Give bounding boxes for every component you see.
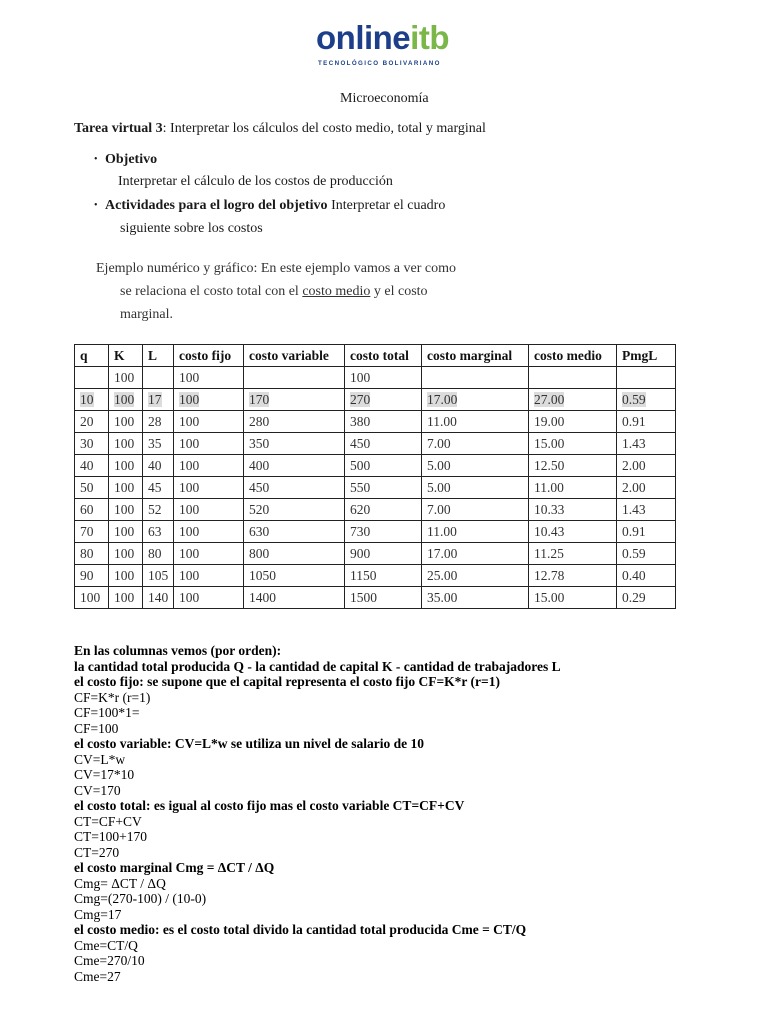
table-cell — [617, 477, 676, 499]
table-cell — [75, 477, 109, 499]
task-heading — [74, 120, 486, 138]
table-cell — [174, 411, 244, 433]
cell-value: 170 — [249, 391, 270, 407]
cell-value: 730 — [350, 523, 371, 539]
explanation-heading: el costo marginal Cmg = ΔCT / ΔQ — [74, 860, 275, 875]
table-cell — [143, 367, 174, 389]
explanation-heading: el costo medio: es el costo total divido la cantidad total producida Cme = CT/Q — [74, 922, 527, 937]
formula-line: CV=L*w — [74, 751, 126, 767]
table-cell — [75, 433, 109, 455]
table-cell — [422, 411, 529, 433]
formula-line: CT=100+170 — [74, 829, 147, 844]
table-cell — [345, 477, 422, 499]
explanation-block — [74, 643, 754, 984]
table-cell — [617, 587, 676, 609]
table-cell — [345, 433, 422, 455]
table-cell — [143, 521, 174, 543]
table-cell — [75, 565, 109, 587]
table-row — [75, 565, 676, 587]
cell-value: 50 — [80, 479, 94, 495]
formula-line: CV=17*10 — [74, 767, 135, 782]
cell-value: 100 — [179, 479, 200, 495]
activities-line — [105, 197, 445, 215]
cell-value: 0.59 — [622, 391, 646, 407]
cell-value: 450 — [249, 479, 270, 495]
table-cell — [174, 587, 244, 609]
table-cell — [529, 477, 617, 499]
table-cell — [75, 389, 109, 411]
table-cell — [244, 587, 345, 609]
cell-value: 100 — [114, 369, 135, 385]
cell-value: 1150 — [350, 567, 377, 583]
table-cell — [174, 521, 244, 543]
table-cell — [244, 455, 345, 477]
table-cell — [244, 411, 345, 433]
table-cell — [109, 389, 143, 411]
costo-medio-link[interactable]: costo medio — [302, 284, 371, 299]
cell-value: 28 — [148, 413, 162, 429]
table-cell — [109, 543, 143, 565]
cell-value: 100 — [179, 567, 200, 583]
table-cell — [143, 499, 174, 521]
table-cell — [422, 433, 529, 455]
table-cell — [422, 521, 529, 543]
table-cell — [617, 433, 676, 455]
cell-value: 40 — [148, 457, 162, 473]
example-line-2 — [120, 283, 428, 301]
formula-line: Cmg=17 — [74, 906, 122, 922]
header-costo-fijo: costo fijo — [174, 345, 244, 367]
cell-value: 520 — [249, 501, 270, 517]
cell-value: 270 — [350, 391, 371, 407]
cell-value: 630 — [249, 523, 270, 539]
cell-value: 500 — [350, 457, 371, 473]
cell-value: 380 — [350, 413, 371, 429]
header-q: q — [75, 345, 109, 367]
formula-line: CF=K*r (r=1) — [74, 689, 151, 705]
explanation-heading: la cantidad total producida Q - la cantidad de capital K - cantidad de trabajadores L — [74, 658, 561, 674]
explanation-heading: En las columnas vemos (por orden): — [74, 643, 282, 658]
table-row — [75, 433, 676, 455]
table-cell — [617, 543, 676, 565]
table-cell — [422, 367, 529, 389]
example-text: y el costo — [370, 284, 428, 299]
table-cell — [529, 521, 617, 543]
cell-value: 400 — [249, 457, 270, 473]
table-cell — [422, 455, 529, 477]
table-cell — [244, 543, 345, 565]
cell-value: 1400 — [249, 589, 276, 605]
cell-value: 11.00 — [534, 479, 564, 495]
cell-value: 63 — [148, 523, 162, 539]
cell-value: 140 — [148, 589, 169, 605]
cell-value: 10.43 — [534, 523, 565, 539]
formula-line: CT=CF+CV — [74, 813, 142, 829]
example-line-1: Ejemplo numérico y gráfico: En este ejemplo vamos a ver como — [96, 261, 456, 276]
cell-value: 100 — [114, 567, 135, 583]
table-cell — [174, 477, 244, 499]
table-cell — [529, 499, 617, 521]
cell-value: 90 — [80, 567, 94, 583]
cell-value: 1.43 — [622, 501, 646, 517]
cell-value: 1500 — [350, 589, 377, 605]
cell-value: 100 — [114, 435, 135, 451]
table-cell — [345, 455, 422, 477]
cell-value: 100 — [80, 589, 101, 605]
cell-value: 45 — [148, 479, 162, 495]
cell-value: 620 — [350, 501, 371, 517]
table-cell — [174, 499, 244, 521]
cell-value: 100 — [114, 391, 135, 407]
table-cell — [244, 565, 345, 587]
table-cell — [345, 389, 422, 411]
cell-value: 30 — [80, 435, 94, 451]
table-cell — [422, 587, 529, 609]
cell-value: 100 — [114, 413, 135, 429]
cell-value: 11.00 — [427, 523, 457, 539]
table-cell — [244, 433, 345, 455]
cell-value: 100 — [114, 501, 135, 517]
table-cell — [75, 543, 109, 565]
cell-value: 7.00 — [427, 501, 451, 517]
logo-word-online: online — [316, 19, 411, 56]
cell-value: 100 — [179, 501, 200, 517]
table-cell — [422, 477, 529, 499]
cell-value: 100 — [179, 391, 200, 407]
table-cell — [109, 587, 143, 609]
explanation-heading: el costo fijo: se supone que el capital representa el costo fijo CF=K*r (r=1) — [74, 674, 500, 689]
logo-wordmark — [316, 20, 449, 56]
formula-line: Cme=CT/Q — [74, 937, 138, 953]
table-cell — [174, 565, 244, 587]
table-cell — [75, 587, 109, 609]
table-cell — [422, 565, 529, 587]
header-costo-medio: costo medio — [529, 345, 617, 367]
cell-value: 100 — [114, 457, 135, 473]
formula-line: CF=100 — [74, 720, 119, 736]
formula-line: Cme=270/10 — [74, 953, 145, 968]
cell-value: 280 — [249, 413, 270, 429]
table-cell — [345, 587, 422, 609]
table-cell — [174, 543, 244, 565]
cell-value: 100 — [114, 479, 135, 495]
header-costo-marginal: costo marginal — [422, 345, 529, 367]
table-cell — [174, 433, 244, 455]
table-cell — [109, 477, 143, 499]
cell-value: 52 — [148, 501, 162, 517]
cell-value: 10 — [80, 391, 94, 407]
table-cell — [529, 455, 617, 477]
formula-line: CF=100*1= — [74, 705, 140, 720]
table-cell — [109, 521, 143, 543]
table-cell — [143, 455, 174, 477]
table-cell — [143, 587, 174, 609]
formula-line: CV=170 — [74, 782, 121, 798]
cell-value: 100 — [179, 413, 200, 429]
formula-line: Cmg= ΔCT / ΔQ — [74, 875, 166, 891]
cell-value: 0.29 — [622, 589, 646, 605]
table-cell — [617, 367, 676, 389]
table-cell — [617, 499, 676, 521]
table-cell — [109, 455, 143, 477]
table-cell — [143, 477, 174, 499]
table-cell — [529, 433, 617, 455]
cell-value: 100 — [179, 589, 200, 605]
table-cell — [143, 411, 174, 433]
cell-value: 0.91 — [622, 523, 646, 539]
table-cell — [422, 543, 529, 565]
cell-value: 450 — [350, 435, 371, 451]
table-cell — [75, 455, 109, 477]
table-cell — [109, 433, 143, 455]
cell-value: 35 — [148, 435, 162, 451]
cell-value: 11.00 — [427, 413, 457, 429]
cell-value: 35.00 — [427, 589, 458, 605]
cell-value: 0.59 — [622, 545, 646, 561]
table-cell — [109, 565, 143, 587]
objective-text: Interpretar el cálculo de los costos de producción — [118, 174, 393, 189]
table-cell — [422, 389, 529, 411]
table-cell — [617, 565, 676, 587]
table-cell — [345, 367, 422, 389]
cell-value: 0.40 — [622, 567, 646, 583]
table-cell — [143, 565, 174, 587]
table-cell — [345, 565, 422, 587]
table-cell — [529, 565, 617, 587]
table-cell — [109, 367, 143, 389]
cell-value: 17 — [148, 391, 162, 407]
cell-value: 100 — [350, 369, 371, 385]
table-cell — [529, 367, 617, 389]
cell-value: 100 — [179, 457, 200, 473]
formula-line: Cme=27 — [74, 968, 121, 984]
table-cell — [617, 411, 676, 433]
task-label: Tarea virtual 3 — [74, 121, 163, 136]
header-costo-total: costo total — [345, 345, 422, 367]
table-cell — [529, 587, 617, 609]
table-cell — [244, 521, 345, 543]
bullet-icon: • — [94, 154, 98, 165]
cell-value: 11.25 — [534, 545, 564, 561]
table-cell — [75, 521, 109, 543]
table-header-row — [75, 345, 676, 367]
table-cell — [109, 499, 143, 521]
table-cell — [244, 477, 345, 499]
cell-value: 27.00 — [534, 391, 565, 407]
table-row — [75, 477, 676, 499]
activities-text: Interpretar el cuadro — [327, 198, 446, 213]
table-cell — [174, 455, 244, 477]
cell-value: 2.00 — [622, 479, 646, 495]
cell-value: 350 — [249, 435, 270, 451]
header-costo-variable: costo variable — [244, 345, 345, 367]
explanation-heading: el costo total: es igual al costo fijo mas el costo variable CT=CF+CV — [74, 798, 465, 813]
cell-value: 80 — [148, 545, 162, 561]
cell-value: 900 — [350, 545, 371, 561]
table-cell — [345, 521, 422, 543]
cell-value: 100 — [114, 523, 135, 539]
cell-value: 7.00 — [427, 435, 451, 451]
course-title: Microeconomía — [340, 91, 429, 106]
table-row — [75, 521, 676, 543]
cell-value: 80 — [80, 545, 94, 561]
activities-label: Actividades para el logro del objetivo — [105, 198, 328, 213]
cell-value: 17.00 — [427, 391, 458, 407]
table-cell — [529, 389, 617, 411]
cell-value: 5.00 — [427, 457, 451, 473]
table-row — [75, 367, 676, 389]
table-cell — [109, 411, 143, 433]
cell-value: 100 — [179, 545, 200, 561]
table-cell — [617, 455, 676, 477]
table-cell — [345, 411, 422, 433]
objective-label: Objetivo — [105, 152, 158, 167]
cell-value: 100 — [179, 369, 200, 385]
table-cell — [143, 389, 174, 411]
costs-table — [74, 344, 676, 609]
table-cell — [75, 499, 109, 521]
cell-value: 100 — [114, 589, 135, 605]
table-row — [75, 543, 676, 565]
table-cell — [75, 367, 109, 389]
cell-value: 19.00 — [534, 413, 565, 429]
cell-value: 12.78 — [534, 567, 565, 583]
cell-value: 17.00 — [427, 545, 458, 561]
formula-line: Cmg=(270-100) / (10-0) — [74, 891, 207, 906]
table-row — [75, 455, 676, 477]
cell-value: 2.00 — [622, 457, 646, 473]
activities-text-continued: siguiente sobre los costos — [120, 221, 263, 236]
table-cell — [345, 543, 422, 565]
cell-value: 1050 — [249, 567, 276, 583]
table-cell — [75, 411, 109, 433]
table-cell — [529, 411, 617, 433]
table-cell — [422, 499, 529, 521]
header-k: K — [109, 345, 143, 367]
header-pmgl: PmgL — [617, 345, 676, 367]
logo-tagline: TECNOLÓGICO BOLIVARIANO — [318, 60, 441, 67]
table-cell — [244, 499, 345, 521]
cell-value: 800 — [249, 545, 270, 561]
cell-value: 100 — [179, 523, 200, 539]
cell-value: 25.00 — [427, 567, 458, 583]
example-text: se relaciona el costo total con el — [120, 284, 303, 299]
table-cell — [244, 389, 345, 411]
cell-value: 105 — [148, 567, 169, 583]
online-itb-logo — [316, 19, 452, 67]
cell-value: 60 — [80, 501, 94, 517]
cell-value: 15.00 — [534, 435, 565, 451]
table-cell — [345, 499, 422, 521]
table-row — [75, 587, 676, 609]
cell-value: 70 — [80, 523, 94, 539]
cell-value: 5.00 — [427, 479, 451, 495]
explanation-heading: el costo variable: CV=L*w se utiliza un nivel de salario de 10 — [74, 736, 425, 751]
cell-value: 0.91 — [622, 413, 646, 429]
header-l: L — [143, 345, 174, 367]
table-cell — [244, 367, 345, 389]
table-cell — [174, 367, 244, 389]
cell-value: 15.00 — [534, 589, 565, 605]
cell-value: 12.50 — [534, 457, 565, 473]
task-text: : Interpretar los cálculos del costo medio, total y marginal — [162, 121, 486, 136]
cell-value: 550 — [350, 479, 371, 495]
cell-value: 100 — [114, 545, 135, 561]
example-line-3: marginal. — [120, 307, 174, 322]
cell-value: 1.43 — [622, 435, 646, 451]
cell-value: 10.33 — [534, 501, 565, 517]
table-cell — [617, 521, 676, 543]
table-row — [75, 499, 676, 521]
table-cell — [143, 433, 174, 455]
table-cell — [529, 543, 617, 565]
formula-line: CT=270 — [74, 844, 120, 860]
table-cell — [143, 543, 174, 565]
bullet-icon: • — [94, 200, 98, 211]
table-cell — [174, 389, 244, 411]
cell-value: 20 — [80, 413, 94, 429]
cell-value: 100 — [179, 435, 200, 451]
table-row — [75, 411, 676, 433]
table-cell — [617, 389, 676, 411]
logo-word-itb: itb — [410, 19, 449, 56]
cell-value: 40 — [80, 457, 94, 473]
table-row — [75, 389, 676, 411]
